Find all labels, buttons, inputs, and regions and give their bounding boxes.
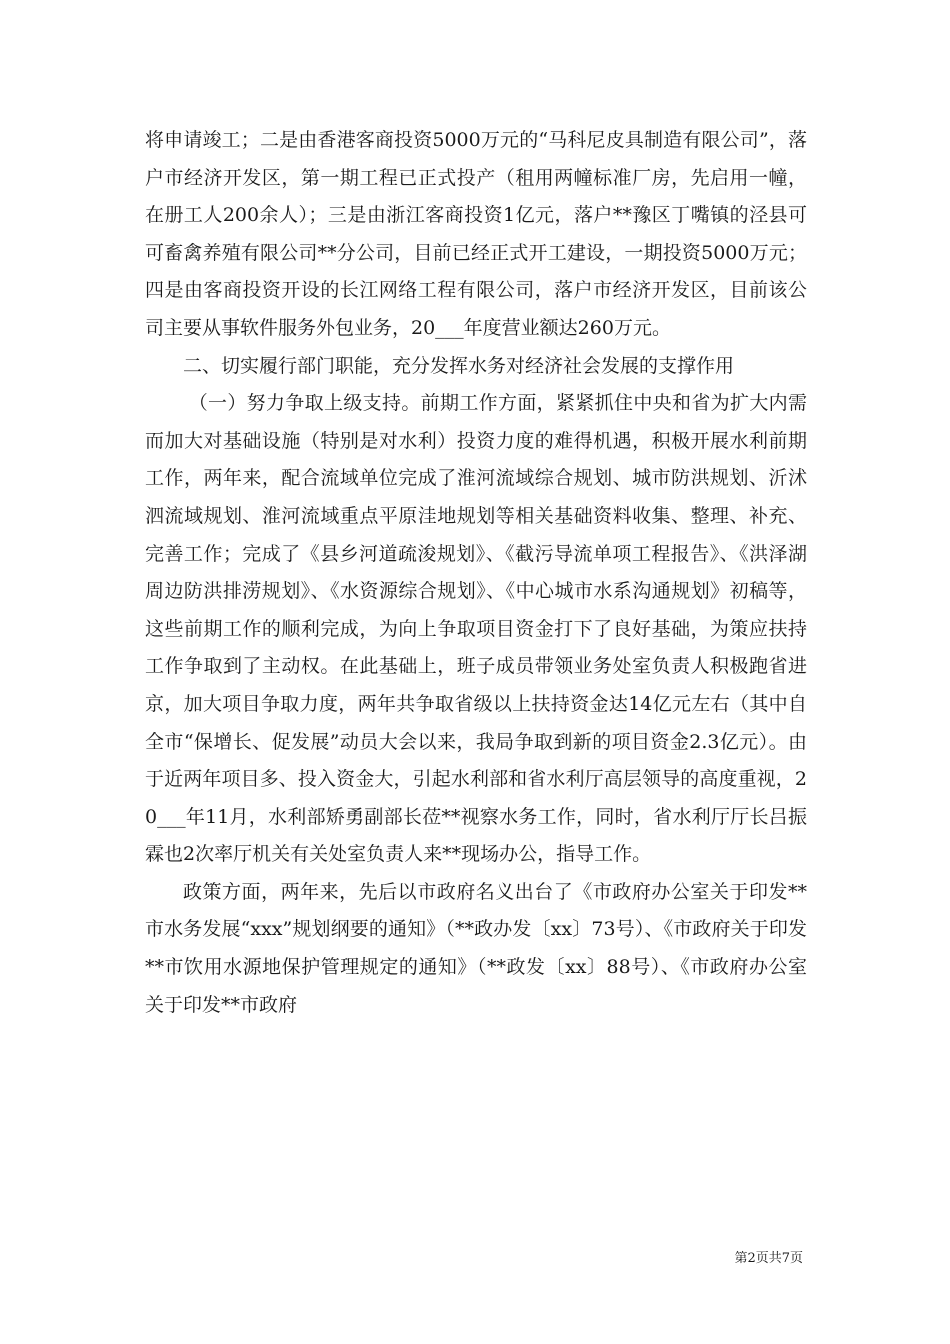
paragraph-policy: 政策方面，两年来，先后以市政府名义出台了《市政府办公室关于印发**市水务发展“xxx”规划纲要的通知》（**政办发〔xx〕73号）、《市政府关于印发**市饮用水源地保护管理规定的通知》（**政发〔xx〕88号）、《市政府办公室关于印发**市政府 bbox=[145, 880, 807, 1016]
paragraph-continuation: 将申请竣工；二是由香港客商投资5000万元的“马科尼皮具制造有限公司”，落户市经济开发区，第一期工程已正式投产（租用两幢标准厂房，先启用一幢，在册工人200余人）；三是由浙江客商投资1亿元，落户**豫区丁嘴镇的泾县可可畜禽养殖有限公司**分公司，目前已经正式开工建设，一期投资5000万元；四是由客商投资开设的长江网络工程有限公司，落户市经济开发区，目前该公司主要从事软件服务外包业务，20___年度营业额达260万元。 bbox=[145, 129, 807, 339]
page-number: 第2页共7页 bbox=[734, 1251, 803, 1266]
section-heading: 二、切实履行部门职能，充分发挥水务对经济社会发展的支撑作用 bbox=[183, 354, 735, 377]
paragraph-superior-support: （一）努力争取上级支持。前期工作方面，紧紧抓住中央和省为扩大内需而加大对基础设施（特别是对水利）投资力度的难得机遇，积极开展水利前期工作，两年来，配合流域单位完成了淮河流域综合规划、城市防洪规划、沂沭泗流域规划、淮河流域重点平原洼地规划等相关基础资料收集、整理、补充、完善工作；完成了《县乡河道疏浚规划》、《截污导流单项工程报告》、《洪泽湖周边防洪排涝规划》、《水资源综合规划》、《中心城市水系沟通规划》初稿等，这些前期工作的顺利完成，为向上争取项目资金打下了良好基础，为策应扶持工作争取到了主动权。在此基础上，班子成员带领业务处室负责人积极跑省进京，加大项目争取力度，两年共争取省级以上扶持资金达14亿元左右（其中自全市“保增长、促发展”动员大会以来，我局争取到新的项目资金2.3亿元）。由于近两年项目多、投入资金大，引起水利部和省水利厅高层领导的高度重视，20___年11月，水利部矫勇副部长莅**视察水务工作，同时，省水利厅厅长吕振霖也2次率厅机关有关处室负责人来**现场办公，指导工作。 bbox=[145, 392, 807, 866]
document-body bbox=[145, 122, 807, 1024]
